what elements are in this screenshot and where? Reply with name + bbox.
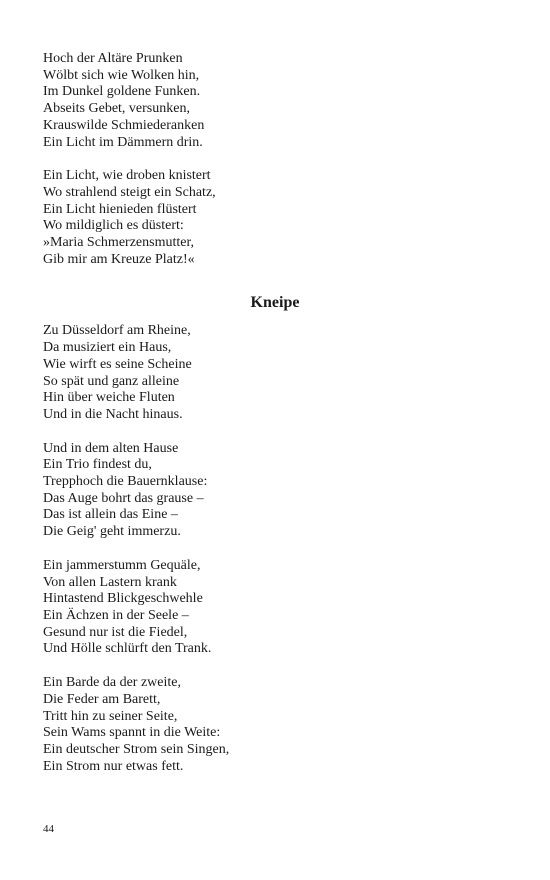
- verse-line: Und Hölle schlürft den Trank.: [43, 641, 212, 657]
- verse-line: Ein Licht im Dämmern drin.: [43, 134, 203, 150]
- page-content: [43, 51, 507, 792]
- verse-line: Ein Strom nur etwas fett.: [43, 758, 184, 774]
- verse-line: Ein jammerstumm Gequäle,: [43, 557, 201, 573]
- verse-line: Und in die Nacht hinaus.: [43, 406, 183, 422]
- verse-line: Zu Düsseldorf am Rheine,: [43, 323, 191, 339]
- verse-line: Ein Ächzen in der Seele –: [43, 607, 189, 623]
- stanza: [43, 168, 507, 268]
- verse-line: Ein Licht hienieden flüstert: [43, 201, 197, 217]
- verse-line: »Maria Schmerzensmutter,: [43, 235, 195, 251]
- verse-line: Gesund nur ist die Fiedel,: [43, 624, 188, 640]
- verse-line: Und in dem alten Hause: [43, 440, 179, 456]
- verse-line: Ein Licht, wie droben knistert: [43, 168, 211, 184]
- stanza: [43, 441, 507, 541]
- verse-line: Wie wirft es seine Scheine: [43, 356, 192, 372]
- verse-line: Trepphoch die Bauernklause:: [43, 474, 208, 490]
- poem-title: Kneipe: [250, 294, 300, 312]
- verse-line: Von allen Lastern krank: [43, 574, 177, 590]
- verse-line: Da musiziert ein Haus,: [43, 340, 172, 356]
- verse-line: Abseits Gebet, versunken,: [43, 101, 190, 117]
- verse-line: Wo strahlend steigt ein Schatz,: [43, 184, 216, 200]
- verse-line: Die Geig' geht immerzu.: [43, 524, 181, 540]
- verse-line: Krauswilde Schmiederanken: [43, 117, 205, 133]
- verse-line: Sein Wams spannt in die Weite:: [43, 725, 221, 741]
- poem-two: [43, 323, 507, 775]
- poem-one: [43, 51, 507, 268]
- verse-line: Das ist allein das Eine –: [43, 507, 178, 523]
- verse-line: So spät und ganz alleine: [43, 373, 180, 389]
- page-number: 44: [43, 823, 54, 835]
- verse-line: Das Auge bohrt das grause –: [43, 490, 204, 506]
- stanza: [43, 51, 507, 151]
- verse-line: Wölbt sich wie Wolken hin,: [43, 67, 200, 83]
- stanza: [43, 323, 507, 423]
- stanza: [43, 675, 507, 775]
- stanza: [43, 558, 507, 658]
- verse-line: Die Feder am Barett,: [43, 691, 161, 707]
- verse-line: Gib mir am Kreuze Platz!«: [43, 251, 195, 267]
- verse-line: Wo mildiglich es düstert:: [43, 218, 184, 234]
- verse-line: Hin über weiche Fluten: [43, 390, 175, 406]
- verse-line: Ein Barde da der zweite,: [43, 675, 181, 691]
- verse-line: Ein deutscher Strom sein Singen,: [43, 741, 230, 757]
- verse-line: Im Dunkel goldene Funken.: [43, 84, 201, 100]
- verse-line: Hoch der Altäre Prunken: [43, 51, 183, 66]
- verse-line: Ein Trio findest du,: [43, 457, 152, 473]
- verse-line: Hintastend Blickgeschwehle: [43, 591, 203, 607]
- verse-line: Tritt hin zu seiner Seite,: [43, 708, 178, 724]
